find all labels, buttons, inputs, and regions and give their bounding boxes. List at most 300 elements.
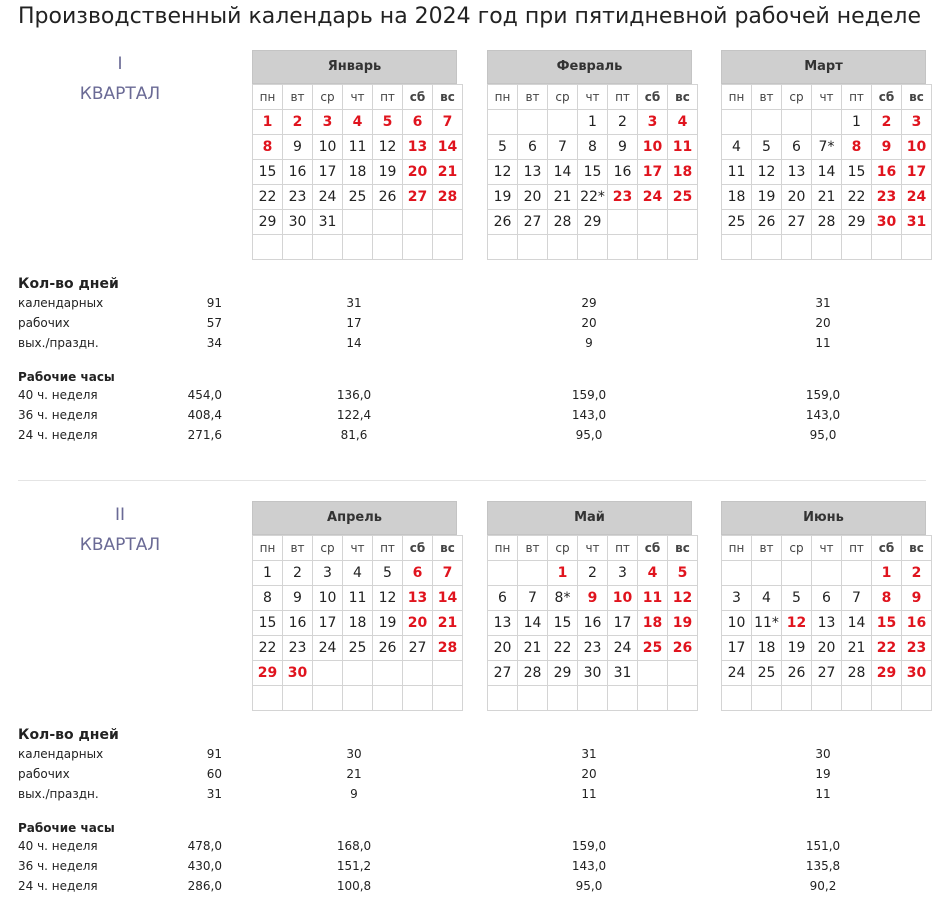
empty-day-cell <box>343 210 373 235</box>
day-cell: 10 <box>722 611 752 636</box>
empty-day-cell <box>638 686 668 711</box>
month-stat-value: 151,0 <box>805 839 841 853</box>
day-cell: 20 <box>782 185 812 210</box>
day-cell: 28 <box>518 661 548 686</box>
empty-day-cell <box>902 686 932 711</box>
day-cell: 3 <box>902 110 932 135</box>
weekday-label: вс <box>668 85 698 110</box>
day-cell: 30 <box>578 661 608 686</box>
empty-day-cell <box>313 661 343 686</box>
weekday-label: сб <box>403 85 433 110</box>
empty-day-cell <box>812 235 842 260</box>
day-cell: 5 <box>782 586 812 611</box>
empty-day-cell <box>668 661 698 686</box>
week-row <box>488 686 698 711</box>
day-cell: 1 <box>842 110 872 135</box>
month-calendar <box>252 50 457 260</box>
day-cell: 26 <box>782 661 812 686</box>
weekday-label: вт <box>518 536 548 561</box>
day-cell: 16 <box>578 611 608 636</box>
weekday-label: чт <box>343 85 373 110</box>
month-stat-value: 31 <box>581 747 597 761</box>
day-cell: 5 <box>668 561 698 586</box>
weekday-label: пт <box>373 85 403 110</box>
week-row <box>488 160 698 185</box>
quarter-stats <box>18 276 938 446</box>
day-cell: 2 <box>578 561 608 586</box>
week-row <box>722 110 932 135</box>
month-stat-value: 20 <box>581 767 597 781</box>
month-grid <box>721 84 932 260</box>
day-cell: 26 <box>373 636 403 661</box>
quarter-total-value: 57 <box>206 316 222 330</box>
empty-day-cell <box>872 686 902 711</box>
day-cell: 11 <box>638 586 668 611</box>
day-cell: 17 <box>313 160 343 185</box>
day-cell: 20 <box>488 636 518 661</box>
weekday-header-row <box>722 536 932 561</box>
day-cell: 27 <box>488 661 518 686</box>
day-cell: 7 <box>842 586 872 611</box>
month-stat-value: 100,8 <box>336 879 372 893</box>
month-stat-value: 9 <box>585 336 593 350</box>
shortened-day-cell: 7* <box>812 135 842 160</box>
day-cell: 21 <box>842 636 872 661</box>
day-cell: 23 <box>872 185 902 210</box>
day-cell: 31 <box>608 661 638 686</box>
weekday-label: пт <box>608 536 638 561</box>
month-stat-value: 30 <box>815 747 831 761</box>
empty-day-cell <box>253 235 283 260</box>
month-grid <box>487 84 698 260</box>
day-cell: 21 <box>433 160 463 185</box>
empty-day-cell <box>668 235 698 260</box>
day-cell: 8 <box>253 135 283 160</box>
day-cell: 11 <box>668 135 698 160</box>
day-cell: 6 <box>403 561 433 586</box>
empty-day-cell <box>722 561 752 586</box>
day-cell: 25 <box>752 661 782 686</box>
day-cell: 22 <box>872 636 902 661</box>
empty-day-cell <box>518 561 548 586</box>
empty-day-cell <box>548 686 578 711</box>
day-cell: 28 <box>433 185 463 210</box>
day-cell: 14 <box>518 611 548 636</box>
week-row <box>722 636 932 661</box>
month-name: Июнь <box>721 501 926 535</box>
quarter-total-value: 478,0 <box>187 839 222 853</box>
day-cell: 20 <box>403 160 433 185</box>
day-cell: 29 <box>578 210 608 235</box>
day-cell: 23 <box>608 185 638 210</box>
day-cell: 15 <box>578 160 608 185</box>
day-cell: 8 <box>578 135 608 160</box>
day-cell: 16 <box>872 160 902 185</box>
empty-day-cell <box>488 110 518 135</box>
day-cell: 2 <box>608 110 638 135</box>
weekday-label: чт <box>343 536 373 561</box>
month-calendar <box>487 501 692 711</box>
month-name: Январь <box>252 50 457 84</box>
empty-day-cell <box>518 686 548 711</box>
day-cell: 5 <box>752 135 782 160</box>
month-stat-value: 14 <box>346 336 362 350</box>
week-row <box>253 686 463 711</box>
day-cell: 9 <box>283 586 313 611</box>
empty-day-cell <box>812 561 842 586</box>
empty-day-cell <box>842 235 872 260</box>
week-row <box>488 611 698 636</box>
day-cell: 11 <box>343 135 373 160</box>
month-stat-value: 20 <box>581 316 597 330</box>
day-cell: 13 <box>488 611 518 636</box>
day-cell: 22 <box>253 636 283 661</box>
day-cell: 26 <box>668 636 698 661</box>
day-cell: 22 <box>253 185 283 210</box>
quarter-roman-numeral: II <box>114 505 126 525</box>
day-cell: 18 <box>638 611 668 636</box>
day-cell: 7 <box>548 135 578 160</box>
day-cell: 10 <box>638 135 668 160</box>
page-title: Производственный календарь на 2024 год при пятидневной рабочей неделе <box>18 4 922 29</box>
weekday-header-row <box>253 536 463 561</box>
day-cell: 13 <box>812 611 842 636</box>
empty-day-cell <box>283 235 313 260</box>
day-cell: 15 <box>253 160 283 185</box>
stat-row-label: вых./праздн. <box>18 336 99 350</box>
day-cell: 2 <box>902 561 932 586</box>
day-cell: 19 <box>373 160 403 185</box>
weekday-label: сб <box>872 85 902 110</box>
day-cell: 19 <box>752 185 782 210</box>
weekday-label: вс <box>668 536 698 561</box>
empty-day-cell <box>518 110 548 135</box>
empty-day-cell <box>403 235 433 260</box>
day-cell: 29 <box>253 661 283 686</box>
month-stat-value: 143,0 <box>571 859 607 873</box>
week-row <box>253 611 463 636</box>
day-cell: 8 <box>842 135 872 160</box>
week-row <box>722 210 932 235</box>
weekday-label: пн <box>488 85 518 110</box>
day-cell: 21 <box>433 611 463 636</box>
stat-row-label: 40 ч. неделя <box>18 388 98 402</box>
month-stat-value: 143,0 <box>571 408 607 422</box>
week-row <box>488 210 698 235</box>
month-stat-value: 90,2 <box>809 879 837 893</box>
stat-row-label: рабочих <box>18 316 70 330</box>
stat-row-label: календарных <box>18 296 104 310</box>
stat-row-label: 24 ч. неделя <box>18 879 98 893</box>
day-cell: 17 <box>313 611 343 636</box>
section-divider <box>18 480 926 481</box>
month-grid <box>487 535 698 711</box>
quarter-label: КВАРТАЛ <box>79 84 161 104</box>
stat-row-label: 36 ч. неделя <box>18 859 98 873</box>
day-cell: 17 <box>638 160 668 185</box>
empty-day-cell <box>782 686 812 711</box>
weekday-label: пн <box>722 85 752 110</box>
month-name: Февраль <box>487 50 692 84</box>
weekday-label: пт <box>842 536 872 561</box>
day-cell: 12 <box>668 586 698 611</box>
day-cell: 21 <box>812 185 842 210</box>
weekday-label: сб <box>403 536 433 561</box>
quarter-roman-numeral: I <box>117 54 123 74</box>
empty-day-cell <box>812 110 842 135</box>
weekday-label: вт <box>283 85 313 110</box>
day-cell: 2 <box>283 561 313 586</box>
day-cell: 13 <box>403 135 433 160</box>
day-cell: 14 <box>548 160 578 185</box>
week-row <box>488 586 698 611</box>
week-row <box>253 235 463 260</box>
month-grid <box>721 535 932 711</box>
week-row <box>488 235 698 260</box>
quarter-total-value: 454,0 <box>187 388 222 402</box>
month-stat-value: 11 <box>815 336 831 350</box>
weekday-label: пн <box>722 536 752 561</box>
month-grid <box>252 535 463 711</box>
day-cell: 22 <box>548 636 578 661</box>
quarter-total-value: 60 <box>206 767 222 781</box>
weekday-label: ср <box>313 536 343 561</box>
quarter-total-value: 408,4 <box>187 408 222 422</box>
day-cell: 9 <box>902 586 932 611</box>
empty-day-cell <box>782 561 812 586</box>
empty-day-cell <box>518 235 548 260</box>
day-cell: 4 <box>638 561 668 586</box>
week-row <box>722 135 932 160</box>
day-cell: 6 <box>403 110 433 135</box>
day-cell: 21 <box>548 185 578 210</box>
day-cell: 15 <box>548 611 578 636</box>
day-cell: 24 <box>902 185 932 210</box>
week-row <box>253 586 463 611</box>
day-cell: 12 <box>782 611 812 636</box>
day-cell: 29 <box>253 210 283 235</box>
empty-day-cell <box>373 661 403 686</box>
empty-day-cell <box>578 235 608 260</box>
day-cell: 19 <box>373 611 403 636</box>
day-cell: 29 <box>872 661 902 686</box>
weekday-label: ср <box>782 536 812 561</box>
weekday-label: сб <box>638 85 668 110</box>
day-cell: 10 <box>313 135 343 160</box>
day-cell: 25 <box>343 636 373 661</box>
day-cell: 2 <box>283 110 313 135</box>
weekday-label: пт <box>373 536 403 561</box>
day-cell: 14 <box>812 160 842 185</box>
weekday-label: вт <box>283 536 313 561</box>
week-row <box>488 135 698 160</box>
day-cell: 27 <box>812 661 842 686</box>
empty-day-cell <box>373 210 403 235</box>
quarter-section <box>0 501 940 901</box>
empty-day-cell <box>842 686 872 711</box>
empty-day-cell <box>812 686 842 711</box>
day-cell: 10 <box>902 135 932 160</box>
day-cell: 20 <box>518 185 548 210</box>
empty-day-cell <box>842 561 872 586</box>
week-row <box>253 636 463 661</box>
empty-day-cell <box>403 661 433 686</box>
day-cell: 23 <box>902 636 932 661</box>
month-name: Март <box>721 50 926 84</box>
empty-day-cell <box>752 686 782 711</box>
day-cell: 7 <box>518 586 548 611</box>
weekday-label: вс <box>902 85 932 110</box>
empty-day-cell <box>608 686 638 711</box>
day-cell: 24 <box>313 636 343 661</box>
weekday-label: сб <box>638 536 668 561</box>
month-stat-value: 159,0 <box>571 388 607 402</box>
month-stat-value: 81,6 <box>340 428 368 442</box>
day-cell: 9 <box>283 135 313 160</box>
day-cell: 3 <box>638 110 668 135</box>
day-cell: 30 <box>283 661 313 686</box>
day-cell: 17 <box>902 160 932 185</box>
shortened-day-cell: 22* <box>578 185 608 210</box>
empty-day-cell <box>433 235 463 260</box>
empty-day-cell <box>548 110 578 135</box>
day-cell: 12 <box>373 586 403 611</box>
weekday-label: пн <box>488 536 518 561</box>
day-cell: 3 <box>313 110 343 135</box>
empty-day-cell <box>283 686 313 711</box>
week-row <box>722 160 932 185</box>
week-row <box>488 110 698 135</box>
day-cell: 30 <box>902 661 932 686</box>
empty-day-cell <box>433 210 463 235</box>
month-stat-value: 31 <box>815 296 831 310</box>
day-cell: 16 <box>283 160 313 185</box>
month-stat-value: 95,0 <box>575 879 603 893</box>
weekday-label: ср <box>548 85 578 110</box>
week-row <box>253 135 463 160</box>
weekday-label: вс <box>433 536 463 561</box>
weekday-header-row <box>488 85 698 110</box>
empty-day-cell <box>782 235 812 260</box>
day-cell: 5 <box>373 110 403 135</box>
month-stat-value: 159,0 <box>571 839 607 853</box>
day-cell: 12 <box>752 160 782 185</box>
day-cell: 24 <box>722 661 752 686</box>
day-cell: 18 <box>343 611 373 636</box>
day-cell: 8 <box>872 586 902 611</box>
day-cell: 7 <box>433 561 463 586</box>
day-cell: 30 <box>872 210 902 235</box>
week-row <box>722 686 932 711</box>
empty-day-cell <box>578 686 608 711</box>
day-cell: 25 <box>722 210 752 235</box>
day-cell: 11 <box>343 586 373 611</box>
day-cell: 10 <box>608 586 638 611</box>
empty-day-cell <box>872 235 902 260</box>
weekday-label: ср <box>782 85 812 110</box>
day-cell: 9 <box>578 586 608 611</box>
shortened-day-cell: 11* <box>752 611 782 636</box>
empty-day-cell <box>722 235 752 260</box>
weekday-label: сб <box>872 536 902 561</box>
empty-day-cell <box>253 686 283 711</box>
day-cell: 3 <box>608 561 638 586</box>
week-row <box>488 661 698 686</box>
day-cell: 19 <box>668 611 698 636</box>
day-cell: 25 <box>668 185 698 210</box>
day-cell: 8 <box>253 586 283 611</box>
empty-day-cell <box>668 686 698 711</box>
weekday-header-row <box>488 536 698 561</box>
day-cell: 19 <box>782 636 812 661</box>
day-cell: 10 <box>313 586 343 611</box>
week-row <box>722 235 932 260</box>
empty-day-cell <box>608 210 638 235</box>
day-cell: 4 <box>752 586 782 611</box>
month-stat-value: 17 <box>346 316 362 330</box>
weekday-header-row <box>722 85 932 110</box>
empty-day-cell <box>752 561 782 586</box>
day-cell: 13 <box>403 586 433 611</box>
month-stat-value: 31 <box>346 296 362 310</box>
week-row <box>253 661 463 686</box>
day-cell: 20 <box>812 636 842 661</box>
day-cell: 2 <box>872 110 902 135</box>
month-stat-value: 151,2 <box>336 859 372 873</box>
stat-row-label: календарных <box>18 747 104 761</box>
month-stat-value: 21 <box>346 767 362 781</box>
weekday-header-row <box>253 85 463 110</box>
quarter-label: КВАРТАЛ <box>79 535 161 555</box>
day-cell: 27 <box>782 210 812 235</box>
day-cell: 3 <box>313 561 343 586</box>
stat-row-label: Рабочие часы <box>18 821 115 835</box>
day-cell: 15 <box>253 611 283 636</box>
day-cell: 4 <box>722 135 752 160</box>
month-grid <box>252 84 463 260</box>
quarter-total-value: 34 <box>206 336 222 350</box>
day-cell: 31 <box>313 210 343 235</box>
empty-day-cell <box>433 686 463 711</box>
day-cell: 28 <box>433 636 463 661</box>
day-cell: 24 <box>313 185 343 210</box>
day-cell: 11 <box>722 160 752 185</box>
stat-row-label: Рабочие часы <box>18 370 115 384</box>
month-stat-value: 95,0 <box>809 428 837 442</box>
month-stat-value: 11 <box>815 787 831 801</box>
week-row <box>253 561 463 586</box>
empty-day-cell <box>403 210 433 235</box>
empty-day-cell <box>343 686 373 711</box>
month-stat-value: 143,0 <box>805 408 841 422</box>
day-cell: 28 <box>812 210 842 235</box>
day-cell: 18 <box>668 160 698 185</box>
empty-day-cell <box>343 661 373 686</box>
day-cell: 18 <box>752 636 782 661</box>
day-cell: 9 <box>872 135 902 160</box>
day-cell: 24 <box>638 185 668 210</box>
weekday-label: вс <box>433 85 463 110</box>
stat-row-label: 40 ч. неделя <box>18 839 98 853</box>
month-stat-value: 20 <box>815 316 831 330</box>
week-row <box>253 185 463 210</box>
week-row <box>722 561 932 586</box>
month-stat-value: 11 <box>581 787 597 801</box>
day-cell: 25 <box>638 636 668 661</box>
day-cell: 16 <box>902 611 932 636</box>
month-stat-value: 9 <box>350 787 358 801</box>
day-cell: 28 <box>548 210 578 235</box>
